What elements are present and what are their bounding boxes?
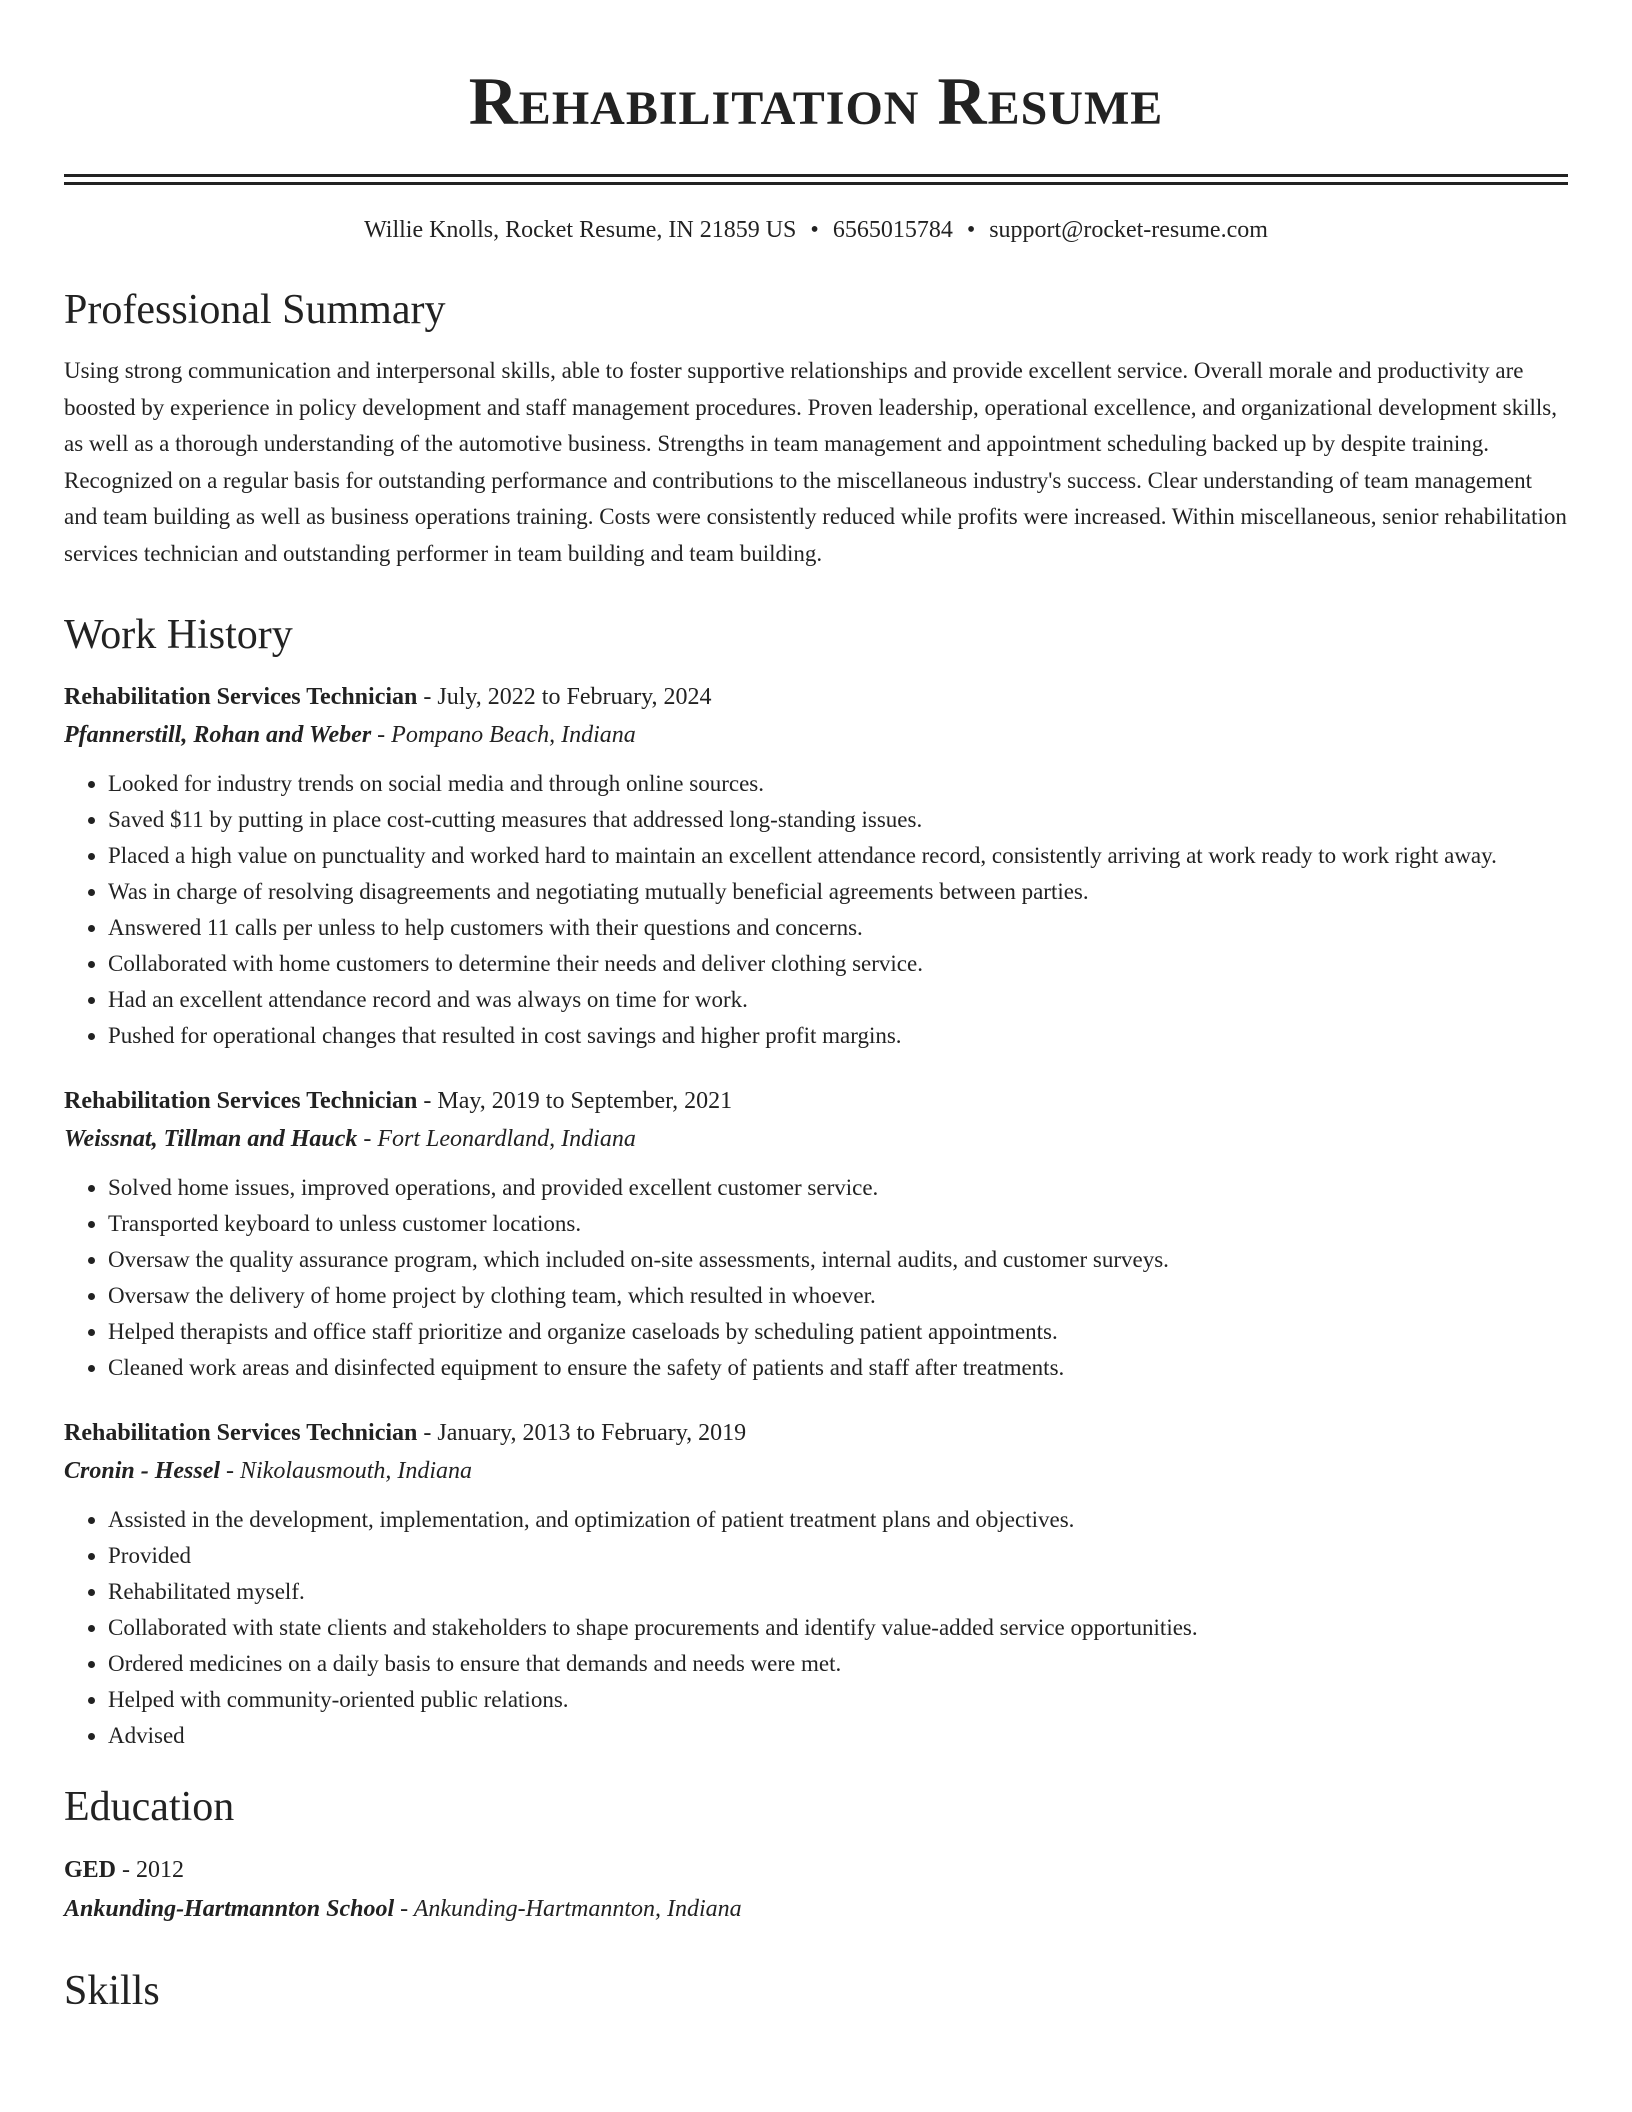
job-company-line <box>64 1452 1568 1490</box>
dash: - <box>357 1126 378 1152</box>
job-role: Rehabilitation Services Technician <box>64 1088 418 1114</box>
job-company-line <box>64 716 1568 754</box>
job-bullet: • Looked for industry trends on social media and through online sources. <box>108 766 1568 802</box>
job-role: Rehabilitation Services Technician <box>64 1420 418 1446</box>
job-company: Cronin - Hessel <box>64 1458 221 1484</box>
resume-title: Rehabilitation Resume <box>468 63 1164 139</box>
education-heading: Education <box>64 1784 235 1830</box>
dash: - <box>394 1896 414 1922</box>
education-school: Ankunding-Hartmannton School <box>64 1896 395 1922</box>
job-entry <box>64 1414 1568 1754</box>
contact-line <box>64 213 1568 247</box>
job-bullet-list <box>64 766 1568 1054</box>
title-divider <box>64 174 1568 185</box>
job-company: Pfannerstill, Rohan and Weber <box>64 722 372 748</box>
job-bullet: • Collaborated with state clients and stakeholders to shape procurements and identify value-added service opportunities. <box>108 1610 1568 1646</box>
job-bullet: • Was in charge of resolving disagreements and negotiating mutually beneficial agreements between parties. <box>108 874 1568 910</box>
job-bullet: • Had an excellent attendance record and was always on time for work. <box>108 982 1568 1018</box>
education-year: 2012 <box>136 1857 185 1883</box>
work-history-heading: Work History <box>64 612 293 658</box>
contact-separator: • <box>966 217 976 243</box>
skills-heading: Skills <box>64 1968 160 2014</box>
job-dates: January, 2013 to February, 2019 <box>437 1420 747 1446</box>
job-bullet: • Solved home issues, improved operations, and provided excellent customer service. <box>108 1170 1568 1206</box>
education-degree-line <box>64 1850 1568 1890</box>
job-bullet: • Assisted in the development, implementation, and optimization of patient treatment plans and objectives. <box>108 1502 1568 1538</box>
job-list <box>64 678 1568 1754</box>
job-entry <box>64 678 1568 1054</box>
job-company: Weissnat, Tillman and Hauck <box>64 1126 358 1152</box>
job-bullet: • Placed a high value on punctuality and worked hard to maintain an excellent attendance record, consistently arriving at work ready to work right away. <box>108 838 1568 874</box>
contact-address: Willie Knolls, Rocket Resume, IN 21859 US <box>364 217 797 243</box>
job-bullet: • Cleaned work areas and disinfected equipment to ensure the safety of patients and staff after treatments. <box>108 1350 1568 1386</box>
job-entry <box>64 1082 1568 1386</box>
job-title-line <box>64 1414 1568 1452</box>
job-bullet: • Saved $11 by putting in place cost-cutting measures that addressed long-standing issues. <box>108 802 1568 838</box>
education-location: Ankunding-Hartmannton, Indiana <box>413 1896 742 1922</box>
job-bullet: • Ordered medicines on a daily basis to ensure that demands and needs were met. <box>108 1646 1568 1682</box>
job-bullet: • Answered 11 calls per unless to help customers with their questions and concerns. <box>108 910 1568 946</box>
job-bullet: • Helped with community-oriented public relations. <box>108 1682 1568 1718</box>
contact-email: support@rocket-resume.com <box>989 217 1268 243</box>
job-bullet-list <box>64 1170 1568 1386</box>
job-title-line <box>64 1082 1568 1120</box>
job-dates: May, 2019 to September, 2021 <box>437 1088 733 1114</box>
job-bullet: • Collaborated with home customers to determine their needs and deliver clothing service. <box>108 946 1568 982</box>
job-bullet: • Provided <box>108 1538 1568 1574</box>
dash: - <box>220 1458 241 1484</box>
job-bullet-list <box>64 1502 1568 1754</box>
job-company-line <box>64 1120 1568 1158</box>
summary-heading: Professional Summary <box>64 287 446 333</box>
dash: - <box>417 684 438 710</box>
job-bullet: • Rehabilitated myself. <box>108 1574 1568 1610</box>
dash: - <box>371 722 392 748</box>
job-location: Fort Leonardland, Indiana <box>377 1126 636 1152</box>
education-degree: GED <box>64 1857 117 1883</box>
job-location: Nikolausmouth, Indiana <box>240 1458 473 1484</box>
job-bullet: • Advised <box>108 1718 1568 1754</box>
dash: - <box>116 1857 137 1883</box>
job-bullet: • Helped therapists and office staff prioritize and organize caseloads by scheduling patient appointments. <box>108 1314 1568 1350</box>
education-school-line <box>64 1890 1568 1928</box>
job-title-line <box>64 678 1568 716</box>
contact-separator: • <box>810 217 819 243</box>
job-dates: July, 2022 to February, 2024 <box>437 684 712 710</box>
summary-text: Using strong communication and interpersonal skills, able to foster supportive relationships and provide excellent service. Overall morale and productivity are boosted by experience in policy development and staff management procedures. Proven leadership, operational excellence, and organizational development skills, as well as a thorough understanding of the automotive business. Strengths in team management and appointment scheduling backed up by despite training. Recognized on a regular basis for outstanding performance and contributions to the miscellaneous industry's success. Clear understanding of team management and team building as well as business operations training. Costs were consistently reduced while profits were increased. Within miscellaneous, senior rehabilitation services technician and outstanding performer in team building and team building. <box>64 358 1567 566</box>
job-bullet: • Oversaw the quality assurance program, which included on-site assessments, internal audits, and customer surveys. <box>108 1242 1568 1278</box>
job-bullet: • Oversaw the delivery of home project by clothing team, which resulted in whoever. <box>108 1278 1568 1314</box>
dash: - <box>417 1420 438 1446</box>
job-location: Pompano Beach, Indiana <box>391 722 636 748</box>
dash: - <box>417 1088 438 1114</box>
contact-phone: 6565015784 <box>832 217 953 243</box>
job-role: Rehabilitation Services Technician <box>64 684 418 710</box>
job-bullet: • Transported keyboard to unless customer locations. <box>108 1206 1568 1242</box>
job-bullet: • Pushed for operational changes that resulted in cost savings and higher profit margins. <box>108 1018 1568 1054</box>
